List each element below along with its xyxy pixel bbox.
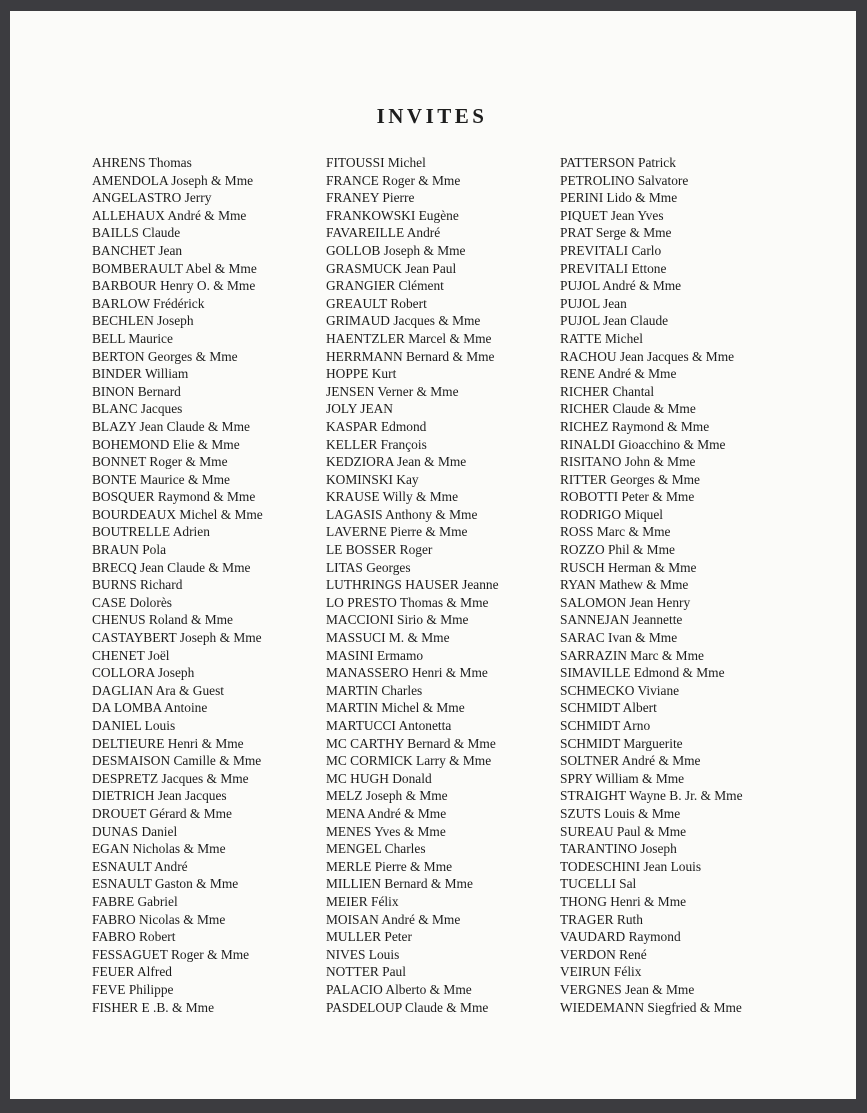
guest-entry: MILLIEN Bernard & Mme	[326, 876, 473, 892]
guest-entry: TUCELLI Sal	[560, 876, 637, 892]
guest-entry: NOTTER Paul	[326, 964, 406, 980]
guest-entry: STRAIGHT Wayne B. Jr. & Mme	[560, 788, 743, 804]
guest-entry: DANIEL Louis	[92, 718, 176, 733]
guest-entry: GRASMUCK Jean Paul	[326, 260, 457, 276]
guest-entry: CHENUS Roland & Mme	[92, 612, 233, 628]
guest-entry: PIQUET Jean Yves	[560, 207, 664, 223]
guest-entry: BONNET Roger & Mme	[92, 454, 228, 470]
guest-entry: LE BOSSER Roger	[326, 542, 433, 558]
guest-entry: RICHER Claude & Mme	[560, 401, 696, 417]
guest-entry: ESNAULT Gaston & Mme	[92, 876, 239, 892]
guest-entry: KRAUSE Willy & Mme	[326, 489, 459, 505]
guest-entry: BONTE Maurice & Mme	[92, 471, 230, 487]
guest-entry: SPRY William & Mme	[560, 770, 685, 786]
guest-entry: LUTHRINGS HAUSER Jeanne	[326, 577, 499, 593]
guest-entry: HERRMANN Bernard & Mme	[326, 348, 495, 364]
guest-entry: BARBOUR Henry O. & Mme	[92, 278, 256, 294]
guest-entry: RATTE Michel	[560, 330, 643, 346]
guest-entry: HAENTZLER Marcel & Mme	[326, 330, 492, 346]
guest-entry: DUNAS Daniel	[92, 823, 178, 839]
guest-entry: FAVAREILLE André	[326, 225, 441, 241]
guest-entry: MC CARTHY Bernard & Mme	[326, 735, 496, 751]
guest-entry: ROZZO Phil & Mme	[560, 542, 675, 558]
guest-entry: SOLTNER André & Mme	[560, 753, 701, 769]
guest-entry: SZUTS Louis & Mme	[560, 805, 681, 821]
guest-entry: DIETRICH Jean Jacques	[92, 788, 227, 804]
guest-entry: BERTON Georges & Mme	[92, 348, 238, 364]
guest-entry: BINON Bernard	[92, 383, 181, 399]
guest-entry: BANCHET Jean	[92, 242, 183, 258]
guest-entry: MARTIN Michel & Mme	[326, 700, 465, 716]
guest-entry: CASE Dolorès	[92, 594, 172, 610]
guest-entry: NIVES Louis	[326, 946, 400, 962]
guest-entry: FITOUSSI Michel	[326, 155, 426, 170]
guest-entry: GRIMAUD Jacques & Mme	[326, 313, 481, 329]
guest-entry: BARLOW Frédérick	[92, 295, 205, 311]
guest-list-column-3	[560, 154, 743, 1016]
guest-entry: THONG Henri & Mme	[560, 893, 687, 909]
guest-entry: PREVITALI Ettone	[560, 260, 667, 276]
guest-entry: GRANGIER Clément	[326, 278, 444, 294]
guest-entry: SCHMIDT Marguerite	[560, 735, 683, 751]
guest-entry: CASTAYBERT Joseph & Mme	[92, 630, 262, 646]
guest-entry: BOMBERAULT Abel & Mme	[92, 260, 257, 276]
guest-entry: SALOMON Jean Henry	[560, 594, 691, 610]
guest-entry: DESPRETZ Jacques & Mme	[92, 770, 249, 786]
guest-entry: SARAC Ivan & Mme	[560, 630, 678, 646]
guest-entry: LAVERNE Pierre & Mme	[326, 524, 468, 540]
guest-entry: BRECQ Jean Claude & Mme	[92, 559, 251, 575]
guest-entry: DESMAISON Camille & Mme	[92, 753, 262, 769]
guest-entry: PUJOL Jean Claude	[560, 313, 669, 329]
guest-entry: RACHOU Jean Jacques & Mme	[560, 348, 735, 364]
guest-entry: MC CORMICK Larry & Mme	[326, 753, 492, 769]
guest-entry: TODESCHINI Jean Louis	[560, 858, 702, 874]
guest-entry: BLANC Jacques	[92, 401, 183, 417]
guest-entry: SANNEJAN Jeannette	[560, 612, 683, 628]
guest-entry: BECHLEN Joseph	[92, 313, 194, 329]
guest-entry: MENGEL Charles	[326, 841, 426, 857]
guest-entry: KELLER François	[326, 436, 427, 452]
guest-entry: LAGASIS Anthony & Mme	[326, 506, 478, 522]
guest-entry: ANGELASTRO Jerry	[92, 190, 212, 206]
guest-entry: PERINI Lido & Mme	[560, 190, 678, 206]
guest-entry: PUJOL Jean	[560, 295, 627, 311]
guest-entry: SCHMIDT Arno	[560, 718, 651, 733]
guest-entry: JENSEN Verner & Mme	[326, 383, 459, 399]
guest-entry: TARANTINO Joseph	[560, 841, 677, 857]
guest-entry: BINDER William	[92, 366, 189, 382]
guest-entry: AMENDOLA Joseph & Mme	[92, 172, 254, 188]
guest-entry: COLLORA Joseph	[92, 665, 195, 681]
guest-entry: RICHEZ Raymond & Mme	[560, 418, 710, 434]
guest-entry: RISITANO John & Mme	[560, 454, 696, 470]
guest-entry: WIEDEMANN Siegfried & Mme	[560, 999, 742, 1015]
guest-entry: AHRENS Thomas	[92, 155, 192, 170]
guest-entry: GOLLOB Joseph & Mme	[326, 242, 466, 258]
guest-entry: MASINI Ermamo	[326, 647, 424, 663]
guest-entry: FESSAGUET Roger & Mme	[92, 946, 250, 962]
guest-entry: MEIER Félix	[326, 893, 399, 909]
guest-entry: DELTIEURE Henri & Mme	[92, 735, 244, 751]
guest-entry: FRANKOWSKI Eugène	[326, 207, 459, 223]
guest-entry: MC HUGH Donald	[326, 770, 432, 786]
guest-entry: MACCIONI Sirio & Mme	[326, 612, 469, 628]
guest-entry: LO PRESTO Thomas & Mme	[326, 594, 489, 610]
guest-entry: PUJOL André & Mme	[560, 278, 682, 294]
guest-entry: PETROLINO Salvatore	[560, 172, 689, 188]
guest-entry: PATTERSON Patrick	[560, 155, 676, 170]
guest-entry: ROBOTTI Peter & Mme	[560, 489, 695, 505]
guest-entry: BOUTRELLE Adrien	[92, 524, 210, 540]
guest-list-column-2	[326, 154, 499, 1016]
guest-entry: PRAT Serge & Mme	[560, 225, 672, 241]
guest-entry: BELL Maurice	[92, 330, 173, 346]
guest-entry: BOHEMOND Elie & Mme	[92, 436, 240, 452]
guest-entry: RINALDI Gioacchino & Mme	[560, 436, 726, 452]
guest-entry: MENES Yves & Mme	[326, 823, 446, 839]
guest-entry: VEIRUN Félix	[560, 964, 642, 980]
guest-entry: TRAGER Ruth	[560, 911, 643, 927]
guest-entry: MULLER Peter	[326, 929, 412, 945]
guest-entry: FRANEY Pierre	[326, 190, 415, 206]
guest-entry: EGAN Nicholas & Mme	[92, 841, 226, 857]
guest-entry: LITAS Georges	[326, 559, 411, 575]
guest-entry: FABRO Nicolas & Mme	[92, 911, 226, 927]
guest-entry: VAUDARD Raymond	[560, 929, 681, 945]
guest-entry: SUREAU Paul & Mme	[560, 823, 687, 839]
guest-entry: SCHMECKO Viviane	[560, 682, 680, 698]
guest-entry: JOLY JEAN	[326, 401, 393, 417]
guest-entry: BLAZY Jean Claude & Mme	[92, 418, 250, 434]
guest-entry: RITTER Georges & Mme	[560, 471, 700, 487]
guest-entry: FABRE Gabriel	[92, 893, 178, 909]
guest-entry: SCHMIDT Albert	[560, 700, 657, 716]
guest-entry: MASSUCI M. & Mme	[326, 630, 450, 646]
guest-entry: RENE André & Mme	[560, 366, 677, 382]
guest-entry: FEVE Philippe	[92, 981, 174, 997]
guest-entry: RUSCH Herman & Mme	[560, 559, 697, 575]
guest-entry: KASPAR Edmond	[326, 418, 427, 434]
guest-entry: DAGLIAN Ara & Guest	[92, 682, 225, 698]
guest-entry: VERGNES Jean & Mme	[560, 981, 695, 997]
guest-entry: MANASSERO Henri & Mme	[326, 665, 488, 681]
guest-entry: MARTUCCI Antonetta	[326, 718, 452, 733]
guest-entry: RODRIGO Miquel	[560, 506, 664, 522]
guest-entry: BURNS Richard	[92, 577, 183, 593]
guest-entry: BRAUN Pola	[92, 542, 167, 558]
guest-entry: MELZ Joseph & Mme	[326, 788, 448, 804]
guest-entry: VERDON René	[560, 946, 647, 962]
guest-entry: FABRO Robert	[92, 929, 176, 945]
guest-entry: DA LOMBA Antoine	[92, 700, 208, 716]
guest-entry: SARRAZIN Marc & Mme	[560, 647, 704, 663]
document-page	[10, 11, 856, 1099]
guest-entry: ALLEHAUX André & Mme	[92, 207, 247, 223]
guest-entry: GREAULT Robert	[326, 295, 427, 311]
guest-entry: ESNAULT André	[92, 858, 188, 874]
guest-entry: PASDELOUP Claude & Mme	[326, 999, 489, 1015]
guest-entry: PREVITALI Carlo	[560, 242, 662, 258]
guest-entry: MARTIN Charles	[326, 682, 423, 698]
guest-entry: BOSQUER Raymond & Mme	[92, 489, 256, 505]
guest-entry: KEDZIORA Jean & Mme	[326, 454, 467, 470]
guest-entry: FRANCE Roger & Mme	[326, 172, 461, 188]
guest-entry: DROUET Gérard & Mme	[92, 805, 232, 821]
page-title: INVITES	[376, 104, 488, 128]
guest-entry: MERLE Pierre & Mme	[326, 858, 453, 874]
guest-entry: ROSS Marc & Mme	[560, 524, 671, 540]
guest-entry: SIMAVILLE Edmond & Mme	[560, 665, 725, 681]
guest-entry: FISHER E .B. & Mme	[92, 999, 215, 1015]
guest-entry: MENA André & Mme	[326, 805, 447, 821]
guest-entry: BOURDEAUX Michel & Mme	[92, 506, 263, 522]
guest-entry: CHENET Joël	[92, 647, 170, 663]
guest-entry: FEUER Alfred	[92, 964, 172, 980]
guest-entry: RICHER Chantal	[560, 383, 655, 399]
guest-entry: KOMINSKI Kay	[326, 471, 419, 487]
guest-list-column-1	[92, 154, 263, 1016]
guest-entry: RYAN Mathew & Mme	[560, 577, 689, 593]
guest-entry: PALACIO Alberto & Mme	[326, 981, 472, 997]
guest-entry: MOISAN André & Mme	[326, 911, 461, 927]
guest-entry: BAILLS Claude	[92, 225, 181, 241]
guest-entry: HOPPE Kurt	[326, 366, 397, 382]
